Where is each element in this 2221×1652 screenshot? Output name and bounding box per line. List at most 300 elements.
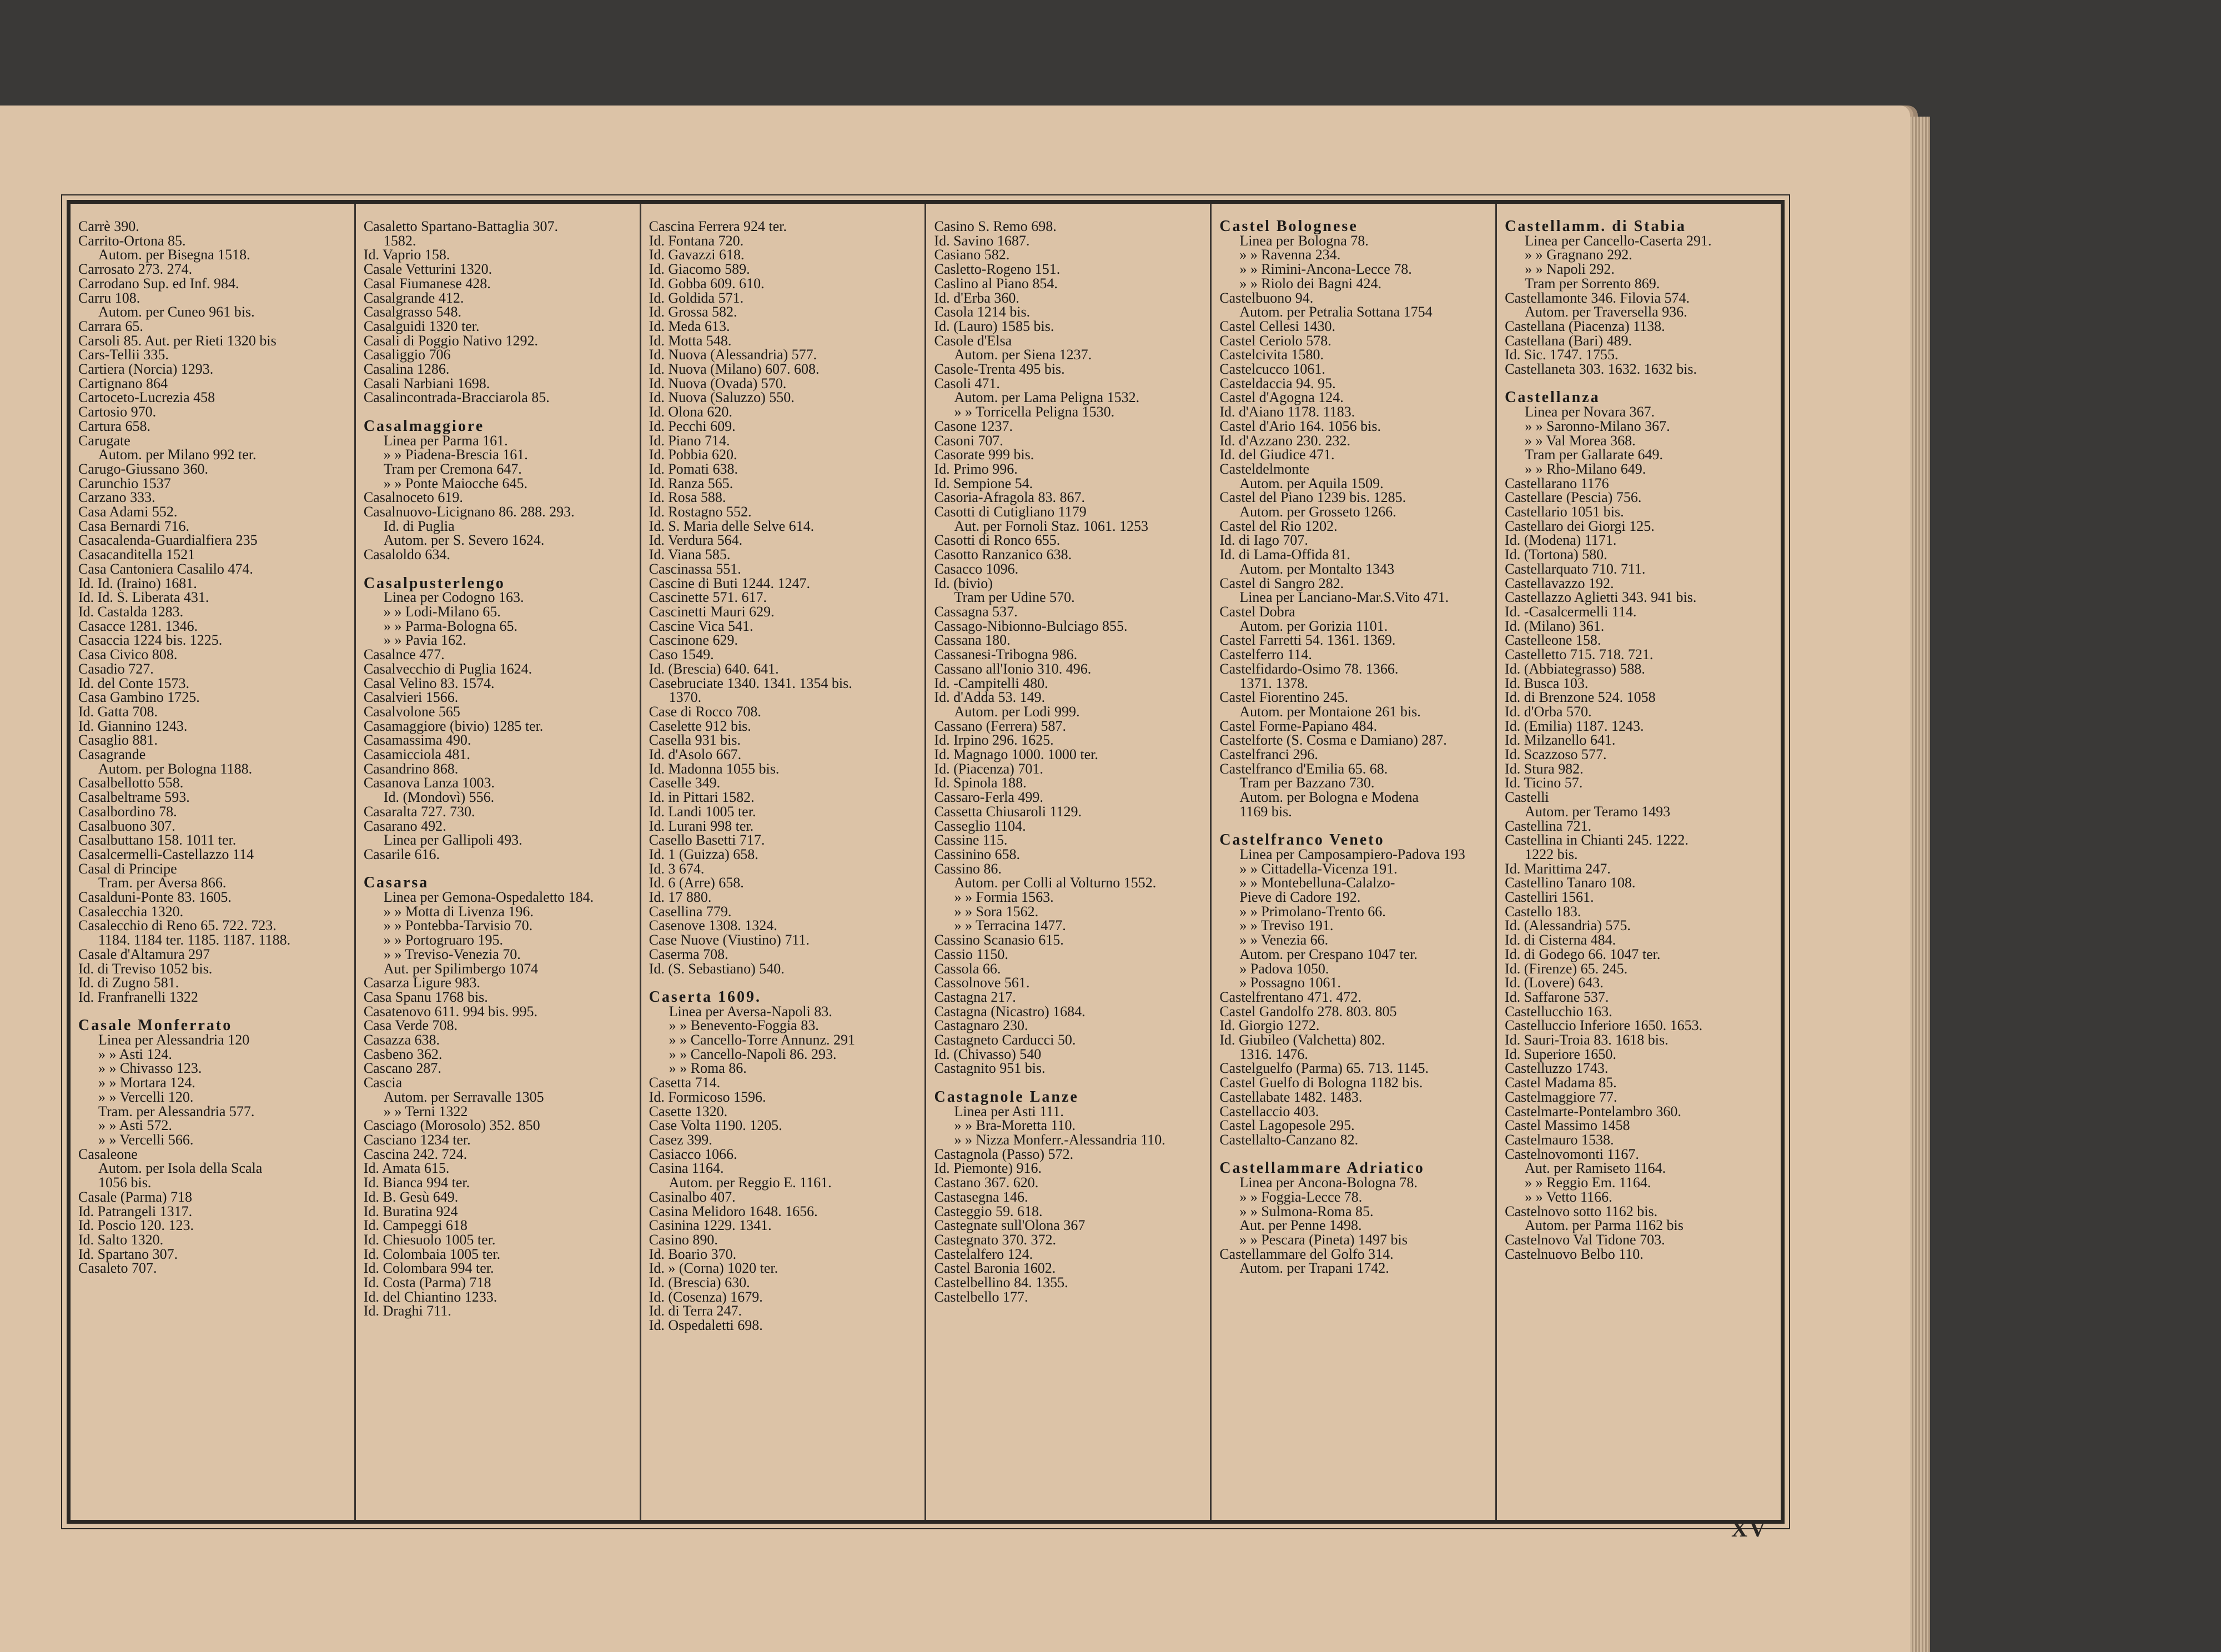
index-entry: Casenove 1308. 1324. xyxy=(649,917,777,934)
index-entry: Linea per Cancello-Caserta 291. xyxy=(1525,232,1712,249)
index-entry: Id. d'Azzano 230. 232. xyxy=(1219,432,1351,449)
index-entry: Id. Spinola 188. xyxy=(934,775,1027,791)
index-entry: Casteldelmonte xyxy=(1219,460,1310,477)
index-entry: Casarza Ligure 983. xyxy=(363,975,480,991)
index-entry: Tram per Sorrento 869. xyxy=(1525,275,1660,292)
index-entry: Castelnovo sotto 1162 bis. xyxy=(1505,1203,1658,1219)
index-entry: Casciano 1234 ter. xyxy=(363,1132,471,1148)
index-entry: Castel del Piano 1239 bis. 1285. xyxy=(1219,489,1406,506)
index-entry: Castel Lagopesole 295. xyxy=(1219,1117,1355,1134)
index-entry: Id. Pecchi 609. xyxy=(649,418,736,434)
index-entry: Carunchio 1537 xyxy=(78,475,171,491)
index-entry: Casa Bernardi 716. xyxy=(78,518,190,534)
index-entry: Casacco 1096. xyxy=(934,560,1019,577)
index-entry: Carrosato 273. 274. xyxy=(78,261,193,278)
index-entry: Castelnovo Val Tidone 703. xyxy=(1505,1231,1665,1248)
index-entry: Id. (Tortona) 580. xyxy=(1505,546,1607,563)
index-entry: Cartosio 970. xyxy=(78,404,157,420)
index-entry: Id. (Modena) 1171. xyxy=(1505,532,1617,549)
index-entry: Castelliri 1561. xyxy=(1505,889,1594,906)
index-entry: Castel Gandolfo 278. 803. 805 xyxy=(1219,1003,1397,1020)
index-entry: Id. Sempione 54. xyxy=(934,475,1033,491)
index-entry: Id. » (Corna) 1020 ter. xyxy=(649,1260,778,1277)
index-entry: Id. Sauri-Troia 83. 1618 bis. xyxy=(1505,1032,1669,1048)
index-entry: Cascinette 571. 617. xyxy=(649,589,767,606)
index-entry: » » Val Morea 368. xyxy=(1525,432,1636,449)
index-entry: Casaglio 881. xyxy=(78,732,158,749)
index-entry: Casalecchio di Reno 65. 722. 723. xyxy=(78,917,277,934)
index-entry: Cassetta Chiusaroli 1129. xyxy=(934,803,1082,820)
index-entry: Id. Goldida 571. xyxy=(649,289,744,306)
index-entry: Castel Massimo 1458 xyxy=(1505,1117,1630,1134)
index-entry: Cascina 242. 724. xyxy=(363,1146,468,1162)
index-entry: 1222 bis. xyxy=(1525,846,1578,862)
index-entry: Casorate 999 bis. xyxy=(934,446,1034,463)
index-heading: Caserta 1609. xyxy=(649,988,761,1006)
index-entry: Id. Sic. 1747. 1755. xyxy=(1505,347,1619,363)
index-entry: Casellina 779. xyxy=(649,903,732,920)
index-entry: » » Rho-Milano 649. xyxy=(1525,460,1646,477)
index-entry: Id. di Lama-Offida 81. xyxy=(1219,546,1350,563)
index-entry: Id. Busca 103. xyxy=(1505,675,1589,691)
index-entry: Casanova Lanza 1003. xyxy=(363,775,495,791)
index-entry: Castel Madama 85. xyxy=(1505,1074,1617,1091)
index-entry: Id. -Casalcermelli 114. xyxy=(1505,603,1637,620)
index-entry: Casalvieri 1566. xyxy=(363,689,459,706)
index-entry: Id. Colombara 994 ter. xyxy=(363,1260,494,1277)
index-entry: Autom. per Colli al Volturno 1552. xyxy=(954,875,1157,891)
index-entry: Casinina 1229. 1341. xyxy=(649,1217,772,1234)
index-entry: » » Cancello-Torre Annunz. 291 xyxy=(669,1032,856,1048)
index-entry: Id. Bianca 994 ter. xyxy=(363,1174,470,1191)
index-entry: Casteggio 59. 618. xyxy=(934,1203,1043,1219)
index-entry: Caselette 912 bis. xyxy=(649,717,751,734)
index-entry: Id. Landi 1005 ter. xyxy=(649,803,756,820)
index-entry: Casez 399. xyxy=(649,1132,712,1148)
index-entry: Casa Spanu 1768 bis. xyxy=(363,988,488,1005)
index-entry: Castellana (Bari) 489. xyxy=(1505,332,1632,349)
index-entry: Id. Rosa 588. xyxy=(649,489,726,506)
index-entry: Id. Poscio 120. 123. xyxy=(78,1217,194,1234)
index-entry: Cassana 180. xyxy=(934,632,1011,649)
index-entry: Id. Spartano 307. xyxy=(78,1246,178,1262)
index-entry: Casalina 1286. xyxy=(363,361,450,378)
index-entry: Linea per Gemona-Ospedaletto 184. xyxy=(383,889,594,906)
index-entry: Casaleto 707. xyxy=(78,1260,157,1277)
index-entry: Casandrino 868. xyxy=(363,760,459,777)
index-entry: Castelforte (S. Cosma e Damiano) 287. xyxy=(1219,732,1447,749)
index-entry: Casone 1237. xyxy=(934,418,1013,434)
index-entry: Castel del Rio 1202. xyxy=(1219,518,1338,534)
index-heading: Castel Bolognese xyxy=(1219,218,1358,235)
index-frame xyxy=(67,200,1785,1524)
index-entry: » » Sora 1562. xyxy=(954,903,1039,920)
index-entry: Castel d'Agogna 124. xyxy=(1219,389,1344,406)
index-entry: Caserma 708. xyxy=(649,946,728,962)
index-entry: Linea per Novara 367. xyxy=(1525,404,1655,420)
index-entry: Autom. per Traversella 936. xyxy=(1525,304,1687,320)
index-entry: Linea per Bologna 78. xyxy=(1239,232,1369,249)
index-entry: Id. d'Asolo 667. xyxy=(649,746,742,763)
index-entry: Cascina Ferrera 924 ter. xyxy=(649,218,787,234)
index-heading: Casarsa xyxy=(363,874,429,892)
index-entry: » » Lodi-Milano 65. xyxy=(383,603,501,620)
index-entry: Casseglio 1104. xyxy=(934,817,1026,834)
index-entry: Id. del Conte 1573. xyxy=(78,675,190,691)
index-entry: Casole d'Elsa xyxy=(934,332,1012,349)
index-entry: » » Vercelli 566. xyxy=(98,1132,194,1148)
index-entry: Casina Melidoro 1648. 1656. xyxy=(649,1203,818,1219)
index-entry: Id. Amata 615. xyxy=(363,1160,450,1177)
index-entry: Cascinetti Mauri 629. xyxy=(649,603,775,620)
index-entry: Id. (S. Sebastiano) 540. xyxy=(649,960,785,977)
index-entry: Cassaro-Ferla 499. xyxy=(934,789,1043,806)
index-entry: Id. Irpino 296. 1625. xyxy=(934,732,1054,749)
index-entry: Id. (Brescia) 630. xyxy=(649,1274,750,1291)
index-entry: » » Pescara (Pineta) 1497 bis xyxy=(1239,1231,1408,1248)
index-entry: Id. Draghi 711. xyxy=(363,1303,451,1319)
index-entry: Castellalto-Canzano 82. xyxy=(1219,1132,1359,1148)
index-entry: Castellaccio 403. xyxy=(1219,1103,1319,1119)
index-entry: Linea per Alessandria 120 xyxy=(98,1032,250,1048)
index-entry: Castelmaggiore 77. xyxy=(1505,1088,1617,1105)
index-entry: » » Treviso-Venezia 70. xyxy=(383,946,521,962)
index-entry: Castellabate 1482. 1483. xyxy=(1219,1088,1363,1105)
index-entry: Cars-Tellii 335. xyxy=(78,347,169,363)
index-entry: Id. Meda 613. xyxy=(649,318,730,334)
index-entry: Autom. per Montalto 1343 xyxy=(1239,560,1395,577)
index-entry: Castellina in Chianti 245. 1222. xyxy=(1505,832,1689,848)
index-entry: Id. Nuova (Saluzzo) 550. xyxy=(649,389,795,406)
index-entry: Castello 183. xyxy=(1505,903,1581,920)
index-entry: » » Vetto 1166. xyxy=(1525,1188,1612,1205)
index-entry: Cassagna 537. xyxy=(934,603,1018,620)
index-entry: Casina 1164. xyxy=(649,1160,724,1177)
index-entry: » » Portogruaro 195. xyxy=(383,932,504,948)
index-entry: Id. (Lauro) 1585 bis. xyxy=(934,318,1054,334)
index-entry: » » Venezia 66. xyxy=(1239,932,1329,948)
index-entry: Casalbuttano 158. 1011 ter. xyxy=(78,832,237,848)
index-entry: » » Benevento-Foggia 83. xyxy=(669,1017,819,1034)
index-entry: Castelnovomonti 1167. xyxy=(1505,1146,1639,1162)
index-entry: Cascine di Buti 1244. 1247. xyxy=(649,575,810,591)
index-entry: Carru 108. xyxy=(78,289,140,306)
index-entry: Castellammare del Golfo 314. xyxy=(1219,1246,1394,1262)
index-entry: Casa Verde 708. xyxy=(363,1017,458,1034)
index-entry: Cassano (Ferrera) 587. xyxy=(934,717,1067,734)
index-entry: Casamaggiore (bivio) 1285 ter. xyxy=(363,717,544,734)
index-column-6 xyxy=(1497,204,1781,1520)
index-entry: Castellazzo Aglietti 343. 941 bis. xyxy=(1505,589,1697,606)
index-entry: Cassola 66. xyxy=(934,960,1001,977)
index-entry: Id. Patrangeli 1317. xyxy=(78,1203,193,1219)
index-column-3 xyxy=(641,204,927,1520)
index-entry: Id. S. Maria delle Selve 614. xyxy=(649,518,815,534)
index-entry: Id. Primo 996. xyxy=(934,460,1018,477)
index-entry: Id. d'Orba 570. xyxy=(1505,703,1592,720)
index-entry: Casalbellotto 558. xyxy=(78,775,184,791)
index-entry: Autom. per Trapani 1742. xyxy=(1239,1260,1389,1277)
index-entry: Castellarquato 710. 711. xyxy=(1505,560,1646,577)
index-entry: Casiacco 1066. xyxy=(649,1146,737,1162)
index-entry: Id. 17 880. xyxy=(649,889,712,906)
index-entry: Casadio 727. xyxy=(78,660,154,677)
index-heading: Castellamm. di Stabia xyxy=(1505,218,1686,235)
index-entry: » Possagno 1061. xyxy=(1239,975,1341,991)
index-entry: Linea per Aversa-Napoli 83. xyxy=(669,1003,832,1020)
index-entry: Cassago-Nibionno-Bulciago 855. xyxy=(934,617,1128,634)
index-entry: Id. Ranza 565. xyxy=(649,475,733,491)
index-entry: Castel Farretti 54. 1361. 1369. xyxy=(1219,632,1396,649)
index-entry: Castelbellino 84. 1355. xyxy=(934,1274,1068,1291)
index-entry: Castellaneta 303. 1632. 1632 bis. xyxy=(1505,361,1697,378)
index-entry: Id. Magnago 1000. 1000 ter. xyxy=(934,746,1098,763)
index-entry: Castellavazzo 192. xyxy=(1505,575,1614,591)
index-entry: » » Pontebba-Tarvisio 70. xyxy=(383,917,533,934)
index-entry: Castelferro 114. xyxy=(1219,646,1312,663)
index-entry: Cascinassa 551. xyxy=(649,560,741,577)
index-entry: » » Piadena-Brescia 161. xyxy=(383,446,528,463)
index-entry: Tram per Gallarate 649. xyxy=(1525,446,1663,463)
index-entry: Id. B. Gesù 649. xyxy=(363,1188,459,1205)
index-entry: Casalnce 477. xyxy=(363,646,445,663)
index-entry: Id. -Campitelli 480. xyxy=(934,675,1048,691)
index-entry: Casazza 638. xyxy=(363,1032,440,1048)
index-entry: Castellare (Pescia) 756. xyxy=(1505,489,1642,506)
index-entry: Id. Rostagno 552. xyxy=(649,504,752,520)
index-entry: Id. (Piacenza) 701. xyxy=(934,760,1043,777)
index-entry: Casali Narbiani 1698. xyxy=(363,375,490,391)
index-entry: Linea per Asti 111. xyxy=(954,1103,1064,1119)
index-entry: Casaletto Spartano-Battaglia 307. xyxy=(363,218,559,234)
index-entry: Id. 3 674. xyxy=(649,860,705,877)
index-entry: Castasegna 146. xyxy=(934,1188,1028,1205)
index-entry: Autom. per Crespano 1047 ter. xyxy=(1239,946,1418,962)
index-entry: Id. Gavazzi 618. xyxy=(649,247,745,263)
index-entry: » » Pavia 162. xyxy=(383,632,466,649)
index-entry: Aut. per Ramiseto 1164. xyxy=(1525,1160,1666,1177)
index-entry: Carsoli 85. Aut. per Rieti 1320 bis xyxy=(78,332,277,349)
index-entry: 1184. 1184 ter. 1185. 1187. 1188. xyxy=(98,932,291,948)
index-column-1 xyxy=(71,204,356,1520)
index-entry: Castellario 1051 bis. xyxy=(1505,504,1624,520)
index-entry: Casa Adami 552. xyxy=(78,504,178,520)
index-entry: Caslino al Piano 854. xyxy=(934,275,1058,292)
index-entry: Id. (Brescia) 640. 641. xyxy=(649,660,779,677)
index-entry: Id. Costa (Parma) 718 xyxy=(363,1274,491,1291)
index-entry: Id. Nuova (Milano) 607. 608. xyxy=(649,361,820,378)
index-entry: Id. d'Aiano 1178. 1183. xyxy=(1219,404,1355,420)
index-entry: Castellino Tanaro 108. xyxy=(1505,875,1636,891)
index-entry: Casella 931 bis. xyxy=(649,732,741,749)
index-entry: Id. di Brenzone 524. 1058 xyxy=(1505,689,1656,706)
index-entry: » » Sulmona-Roma 85. xyxy=(1239,1203,1374,1219)
index-entry: Castelcucco 1061. xyxy=(1219,361,1325,378)
index-entry: Casotti di Ronco 655. xyxy=(934,532,1061,549)
index-entry: Castel Baronia 1602. xyxy=(934,1260,1056,1277)
index-entry: » » Ravenna 234. xyxy=(1239,247,1341,263)
index-entry: » » Riolo dei Bagni 424. xyxy=(1239,275,1381,292)
index-entry: Id. del Chiantino 1233. xyxy=(363,1288,498,1305)
index-entry: Castelfranco d'Emilia 65. 68. xyxy=(1219,760,1388,777)
index-entry: Id. Id. S. Liberata 431. xyxy=(78,589,209,606)
index-entry: » » Terracina 1477. xyxy=(954,917,1066,934)
index-entry: Castano 367. 620. xyxy=(934,1174,1039,1191)
index-entry: Tram per Bazzano 730. xyxy=(1239,775,1375,791)
index-entry: Case Nuove (Viustino) 711. xyxy=(649,932,810,948)
index-entry: Casaccia 1224 bis. 1225. xyxy=(78,632,223,649)
index-entry: Id. Salto 1320. xyxy=(78,1231,164,1248)
index-entry: Id. (Firenze) 65. 245. xyxy=(1505,960,1628,977)
index-entry: Castelli xyxy=(1505,789,1549,806)
index-entry: Cascinone 629. xyxy=(649,632,738,649)
index-entry: Id. Vaprio 158. xyxy=(363,247,450,263)
index-entry: Castellucchio 163. xyxy=(1505,1003,1612,1020)
index-entry: Id. Grossa 582. xyxy=(649,304,737,320)
index-entry: Castelfranci 296. xyxy=(1219,746,1318,763)
index-entry: Autom. per Bologna e Modena xyxy=(1239,789,1419,806)
index-entry: Id. Buratina 924 xyxy=(363,1203,458,1219)
index-entry: Autom. per Montaione 261 bis. xyxy=(1239,703,1421,720)
index-entry: Autom. per Grosseto 1266. xyxy=(1239,504,1396,520)
index-entry: Id. Milzanello 641. xyxy=(1505,732,1616,749)
index-entry: Id. di Treviso 1052 bis. xyxy=(78,960,213,977)
index-entry: Castegnato 370. 372. xyxy=(934,1231,1057,1248)
index-entry: Id. di Godego 66. 1047 ter. xyxy=(1505,946,1661,962)
index-entry: Casalnuovo-Licignano 86. 288. 293. xyxy=(363,504,575,520)
index-entry: » » Motta di Livenza 196. xyxy=(383,903,534,920)
index-entry: Carzano 333. xyxy=(78,489,155,506)
index-entry: Casoni 707. xyxy=(934,432,1003,449)
index-entry: Id. Castalda 1283. xyxy=(78,603,184,620)
index-entry: » » Nizza Monferr.-Alessandria 110. xyxy=(954,1132,1165,1148)
index-entry: Castelbello 177. xyxy=(934,1288,1028,1305)
index-entry: Id. Pobbia 620. xyxy=(649,446,737,463)
index-entry: Castellarano 1176 xyxy=(1505,475,1609,491)
index-entry: 1056 bis. xyxy=(98,1174,152,1191)
index-entry: Id. Piemonte) 916. xyxy=(934,1160,1042,1177)
index-entry: Castellaro dei Giorgi 125. xyxy=(1505,518,1655,534)
index-entry: Casalecchia 1320. xyxy=(78,903,184,920)
index-entry: Casinalbo 407. xyxy=(649,1188,736,1205)
index-entry: Casarile 616. xyxy=(363,846,440,862)
index-entry: Castelalfero 124. xyxy=(934,1246,1033,1262)
index-entry: Carugate xyxy=(78,432,130,449)
index-entry: Autom. per Teramo 1493 xyxy=(1525,803,1671,820)
index-entry: Casbeno 362. xyxy=(363,1046,443,1062)
index-entry: » » Roma 86. xyxy=(669,1060,747,1077)
index-entry: Autom. per Lodi 999. xyxy=(954,703,1080,720)
page-stack-edge xyxy=(1910,117,1930,1652)
index-entry: Cassino Scanasio 615. xyxy=(934,932,1064,948)
index-entry: Casetta 714. xyxy=(649,1074,721,1091)
index-entry xyxy=(364,405,634,419)
index-entry: 1169 bis. xyxy=(1239,803,1292,820)
index-entry: Casale (Parma) 718 xyxy=(78,1188,193,1205)
index-entry: » » Vercelli 120. xyxy=(98,1088,194,1105)
index-entry: » » Asti 572. xyxy=(98,1117,172,1134)
index-entry: Id. Savino 1687. xyxy=(934,232,1030,249)
index-entry: » » Reggio Em. 1164. xyxy=(1525,1174,1651,1191)
index-entry: Castellana (Piacenza) 1138. xyxy=(1505,318,1665,334)
index-entry: Casamassima 490. xyxy=(363,732,471,749)
index-entry: Castellamonte 346. Filovia 574. xyxy=(1505,289,1690,306)
index-entry: Id. d'Erba 360. xyxy=(934,289,1019,306)
index-entry: Castel Fiorentino 245. xyxy=(1219,689,1349,706)
index-entry: Caso 1549. xyxy=(649,646,714,663)
index-entry: Casalincontrada-Bracciarola 85. xyxy=(363,389,550,406)
index-entry: Autom. per Bisegna 1518. xyxy=(98,247,250,263)
index-entry: Castel Guelfo di Bologna 1182 bis. xyxy=(1219,1074,1423,1091)
index-entry: Id. Giorgio 1272. xyxy=(1219,1017,1320,1034)
index-entry: Castel Dobra xyxy=(1219,603,1295,620)
index-entry: Id. Lurani 998 ter. xyxy=(649,817,754,834)
index-entry: Carrito-Ortona 85. xyxy=(78,232,186,249)
index-heading: Castellanza xyxy=(1505,389,1600,406)
index-entry: Casacanditella 1521 xyxy=(78,546,195,563)
index-entry: Casletto-Rogeno 151. xyxy=(934,261,1061,278)
index-entry: Castel Forme-Papiano 484. xyxy=(1219,717,1378,734)
index-entry: Casale Vetturini 1320. xyxy=(363,261,493,278)
index-entry: Autom. per Cuneo 961 bis. xyxy=(98,304,255,320)
index-entry: Castelmauro 1538. xyxy=(1505,1132,1614,1148)
index-entry: Caselle 349. xyxy=(649,775,721,791)
index-entry: Id. Verdura 564. xyxy=(649,532,743,549)
index-entry: Autom. per Parma 1162 bis xyxy=(1525,1217,1684,1234)
index-entry: Id. Formicoso 1596. xyxy=(649,1088,766,1105)
index-entry: Castegnate sull'Olona 367 xyxy=(934,1217,1086,1234)
index-entry: Id. di Cisterna 484. xyxy=(1505,932,1616,948)
index-entry: Casaloldo 634. xyxy=(363,546,450,563)
index-entry: Tram. per Aversa 866. xyxy=(98,875,227,891)
index-entry: Casagrande xyxy=(78,746,146,763)
index-entry: » » Napoli 292. xyxy=(1525,261,1615,278)
index-entry: » » Primolano-Trento 66. xyxy=(1239,903,1386,920)
index-entry: Casole-Trenta 495 bis. xyxy=(934,361,1065,378)
index-entry: Id. Saffarone 537. xyxy=(1505,988,1609,1005)
index-entry: Casotto Ranzanico 638. xyxy=(934,546,1072,563)
index-entry: Aut. per Spilimbergo 1074 xyxy=(383,960,539,977)
index-entry: Id. Pomati 638. xyxy=(649,460,738,477)
index-heading: Casale Monferrato xyxy=(78,1017,233,1035)
index-entry: Autom. per Siena 1237. xyxy=(954,347,1092,363)
index-entry: Linea per Parma 161. xyxy=(383,432,508,449)
index-entry: » » Torricella Peligna 1530. xyxy=(954,404,1115,420)
index-entry: Id. (Alessandria) 575. xyxy=(1505,917,1631,934)
index-entry: Id. 1 (Guizza) 658. xyxy=(649,846,758,862)
index-entry: Casarano 492. xyxy=(363,817,446,834)
index-entry: Casacalenda-Guardialfiera 235 xyxy=(78,532,258,549)
index-entry: Id. Giubileo (Valchetta) 802. xyxy=(1219,1032,1385,1048)
index-entry: Casali di Poggio Nativo 1292. xyxy=(363,332,538,349)
index-entry: Carugo-Giussano 360. xyxy=(78,460,208,477)
index-entry: Autom. per Lama Peligna 1532. xyxy=(954,389,1140,406)
index-entry: 1371. 1378. xyxy=(1239,675,1308,691)
index-entry: Tram per Cremona 647. xyxy=(383,460,522,477)
index-entry: Casalvecchio di Puglia 1624. xyxy=(363,660,532,677)
index-column-2 xyxy=(356,204,641,1520)
index-entry: » » Montebelluna-Calalzo- xyxy=(1239,875,1395,891)
index-heading: Casalpusterlengo xyxy=(363,574,505,592)
index-entry: Autom. per Serravalle 1305 xyxy=(383,1088,544,1105)
index-entry: Id. Chiesuolo 1005 ter. xyxy=(363,1231,496,1248)
index-heading: Castellammare Adriatico xyxy=(1219,1159,1425,1177)
index-column-5 xyxy=(1212,204,1497,1520)
index-entry: Id. (bivio) xyxy=(934,575,993,591)
index-entry: Casiano 582. xyxy=(934,247,1010,263)
index-entry: Casaliggio 706 xyxy=(363,347,451,363)
index-entry: Casalbuono 307. xyxy=(78,817,175,834)
